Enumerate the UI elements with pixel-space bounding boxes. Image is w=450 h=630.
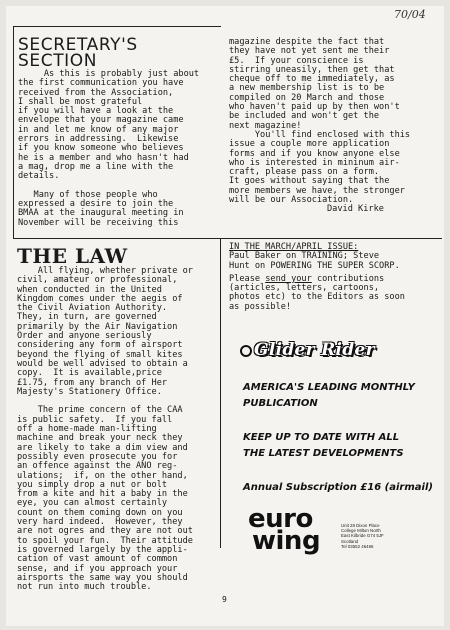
law-body: All flying, whether private or civil, amateur or professional, when conducted in the United Kingdom comes under the aegis of the Civil Aviation Authority. They, in turn, are governed primarily by the Air Navigation Order and anyone seriously considering any form of airsport beyond the flying of small kites would be well advised to obtain a copy. It is available,price £1.75, from any branch of Her Majesty's Stationery Office. The prime concern of the CAA is public safety. If you fall off a home-made man-lifting machine and break your neck they are likely to take a dim view and possibly even prosecute you for an offence against the ANO reg- ulations; if, on the other hand, you simply drop a nut or bolt from a kite and hit a baby in the eye, you can almost certainly count on them coming down on you very hard indeed. However, they are not ogres and they are not out to spoil your fun. Their attitude is governed largely by the appli- cation of vast amount of common sense, and if you approach your airsports the same way you should not run into much trouble. [17,266,193,593]
glider-rider-logo [240,340,375,360]
secretary-section-title [18,37,218,69]
law-title: THE LAW [17,244,128,268]
contributions-appeal [229,275,405,312]
glider-rider-wordmark: Glider Rider [254,340,375,360]
signature: David Kirke [327,204,384,215]
ad-subscription: Annual Subscription £16 (airmail) [243,482,433,493]
ad-line-2: PUBLICATION [243,398,318,409]
secretary-body: As this is probably just about the first communication you have received from the Association, I shall be most grateful if you will have a look at the envelope that your magazine came in and let me know of any major errors in addressing. Likewise if you know someone who believes he is a member and who hasn't had a mag, drop me a line with the details. Many of those people who expressed a desire to join the BMAA at the inaugural meeting in November will be receiving this [18,69,200,228]
next-issue-heading: IN THE MARCH/APRIL ISSUE: [229,242,359,252]
ad-line-3: KEEP UP TO DATE WITH ALL [243,432,400,443]
secretary-continued-body: magazine despite the fact that they have not yet sent me their £5. If your conscience is stirring uneasily, then get that cheque off to me immediately, as a new membership list is to be compiled on 20 March and those who haven't paid up by then won't be included and won't get the next magazine! You'll find enclosed with this issue a couple more application forms and if you know anyone else who is interested in mininum air- craft, please pass on a form. It goes without saying that the more members we have, the stronger will be our Association. [229,37,411,206]
vertical-divider [220,238,221,548]
handwritten-note: 70/04 [394,8,426,21]
secretary-title-line2: SECTION [18,51,98,71]
eurowing-address: Unit 28 Dixon Place College Milton North East Kilbride G74 5JF Scotland Tel 03552 46466 [341,523,384,549]
ad-line-4: THE LATEST DEVELOPMENTS [243,448,404,459]
eurowing-logo [248,504,321,556]
next-issue-notice [229,243,405,312]
ad-line-1: AMERICA'S LEADING MONTHLY [243,382,415,393]
next-issue-items: Paul Baker on TRAINING; Steve Hunt on POWERING THE SUPER SCORP. [229,251,400,271]
secretary-title-line1: SECRETARY'S [18,35,138,55]
page-number: 9 [222,595,227,604]
appeal-pre: Please [229,273,266,284]
appeal-underlined: send your [265,273,312,284]
secretary-continued [229,38,410,215]
eurowing-bottom: wing [252,526,321,556]
eurowing-top: euro [248,504,313,534]
appeal-post: contributions (articles, letters, cartoons, photos etc) to the Editors as soon as possible! [229,273,405,312]
horizontal-divider [13,238,442,239]
logo-swoosh-icon [240,345,252,357]
